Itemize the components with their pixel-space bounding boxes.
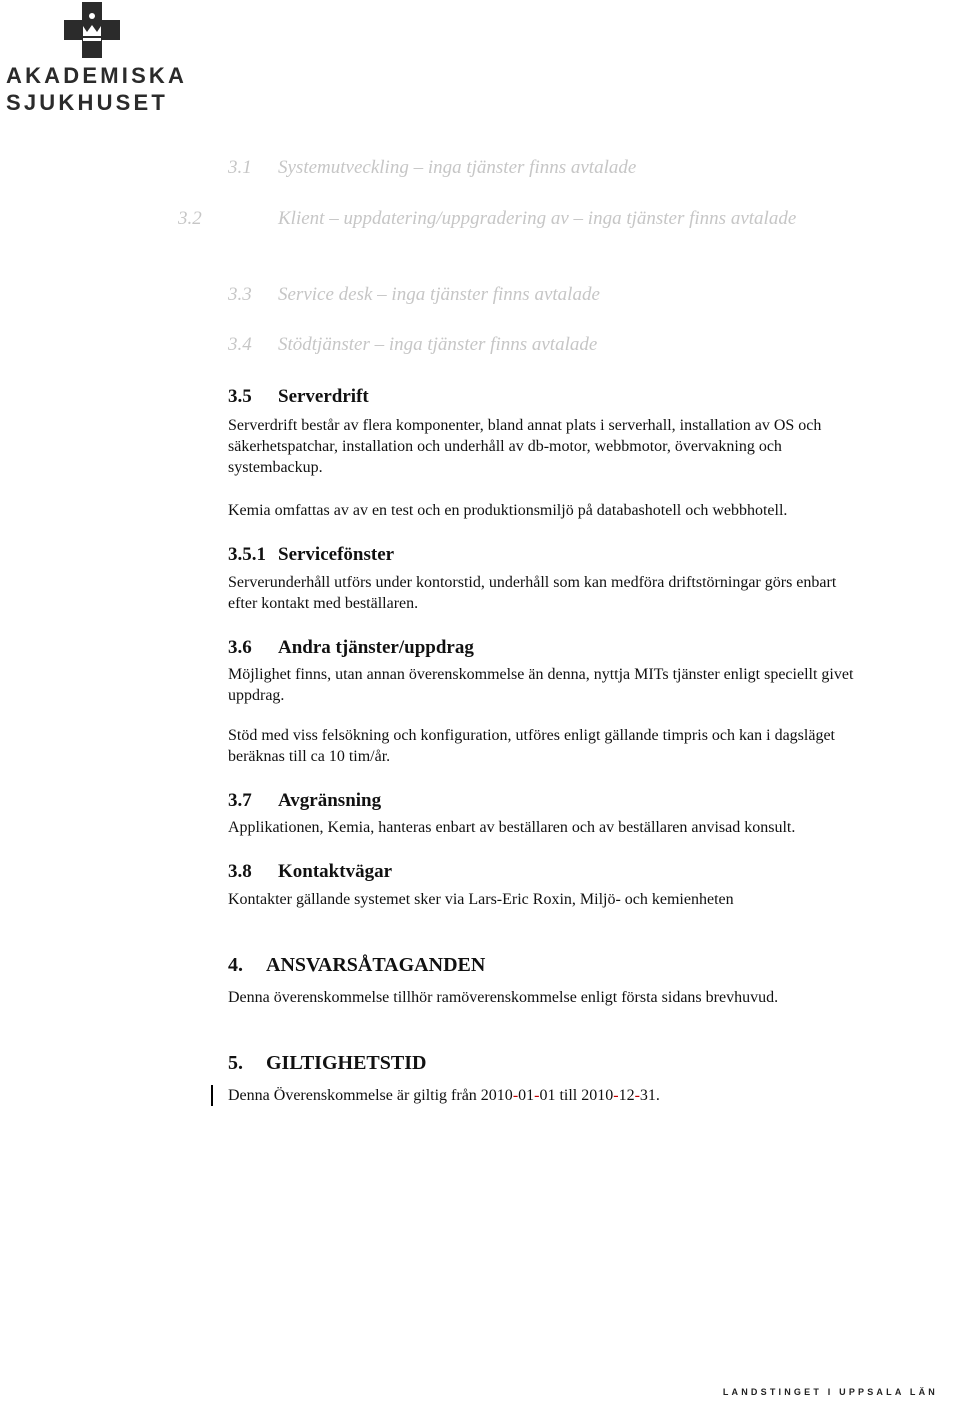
tracked-change-dash: - [634, 1087, 640, 1104]
change-bar [211, 1085, 213, 1106]
heading-3-7: 3.7 Avgränsning [228, 790, 382, 811]
cross-crown-icon [64, 2, 120, 58]
logo-line-2: SJUKHUSET [6, 90, 169, 115]
footer-organization: LANDSTINGET I UPPSALA LÄN [722, 1387, 938, 1397]
paragraph-ansvarsataganden: Denna överenskommelse tillhör ramöverenskommelse enligt första sidans brevhuvud. [228, 989, 779, 1006]
heading-3-5: 3.5 Serverdrift [228, 386, 369, 407]
paragraph-servicefonster: Serverunderhåll utförs under kontorstid, underhåll som kan medföra driftstörningar görs enbart efter kontakt med beställaren. [228, 574, 837, 612]
heading-4: 4. ANSVARSÅTAGANDEN [228, 954, 486, 976]
heading-3-3: 3.3 Service desk – inga tjänster finns avtalade [228, 284, 600, 305]
paragraph-andra-tjanster-1: Möjlighet finns, utan annan överenskommelse än denna, nyttja MITs tjänster enligt speciellt givet uppdrag. [228, 666, 854, 704]
paragraph-andra-tjanster-2: Stöd med viss felsökning och konfiguration, utföres enligt gällande timpris och kan i dagsläget beräknas till ca 10 tim/år. [228, 727, 835, 765]
heading-3-1: 3.1 Systemutveckling – inga tjänster finns avtalade [228, 157, 637, 178]
heading-3-8: 3.8 Kontaktvägar [228, 861, 392, 882]
heading-3-2: 3.2 Klient – uppdatering/uppgradering av – inga tjänster finns avtalade [178, 208, 797, 229]
heading-5: 5. GILTIGHETSTID [228, 1052, 427, 1074]
paragraph-giltighetstid: Denna Överenskommelse är giltig från 2010-01-01 till 2010-12-31. [228, 1087, 660, 1104]
tracked-change-dash: - [613, 1087, 619, 1104]
paragraph-kemia: Kemia omfattas av av en test och en produktionsmiljö på databashotell och webbhotell. [228, 502, 788, 519]
hospital-logo [0, 0, 200, 120]
heading-3-4: 3.4 Stödtjänster – inga tjänster finns avtalade [228, 334, 598, 355]
tracked-change-dash: - [512, 1087, 519, 1104]
tracked-change-dash: - [534, 1087, 540, 1104]
paragraph-avgransning: Applikationen, Kemia, hanteras enbart av beställaren och av beställaren anvisad konsult. [228, 819, 796, 836]
paragraph-serverdrift: Serverdrift består av flera komponenter, bland annat plats i serverhall, installation av OS och säkerhetspatchar, installation och underhåll av db-motor, webbmotor, övervakning och systembackup. [228, 417, 822, 476]
heading-3-5-1: 3.5.1 Servicefönster [228, 544, 395, 565]
paragraph-kontaktvagar: Kontakter gällande systemet sker via Lars-Eric Roxin, Miljö- och kemienheten [228, 891, 734, 908]
logo-line-1: AKADEMISKA [6, 63, 188, 88]
heading-3-6: 3.6 Andra tjänster/uppdrag [228, 637, 474, 658]
